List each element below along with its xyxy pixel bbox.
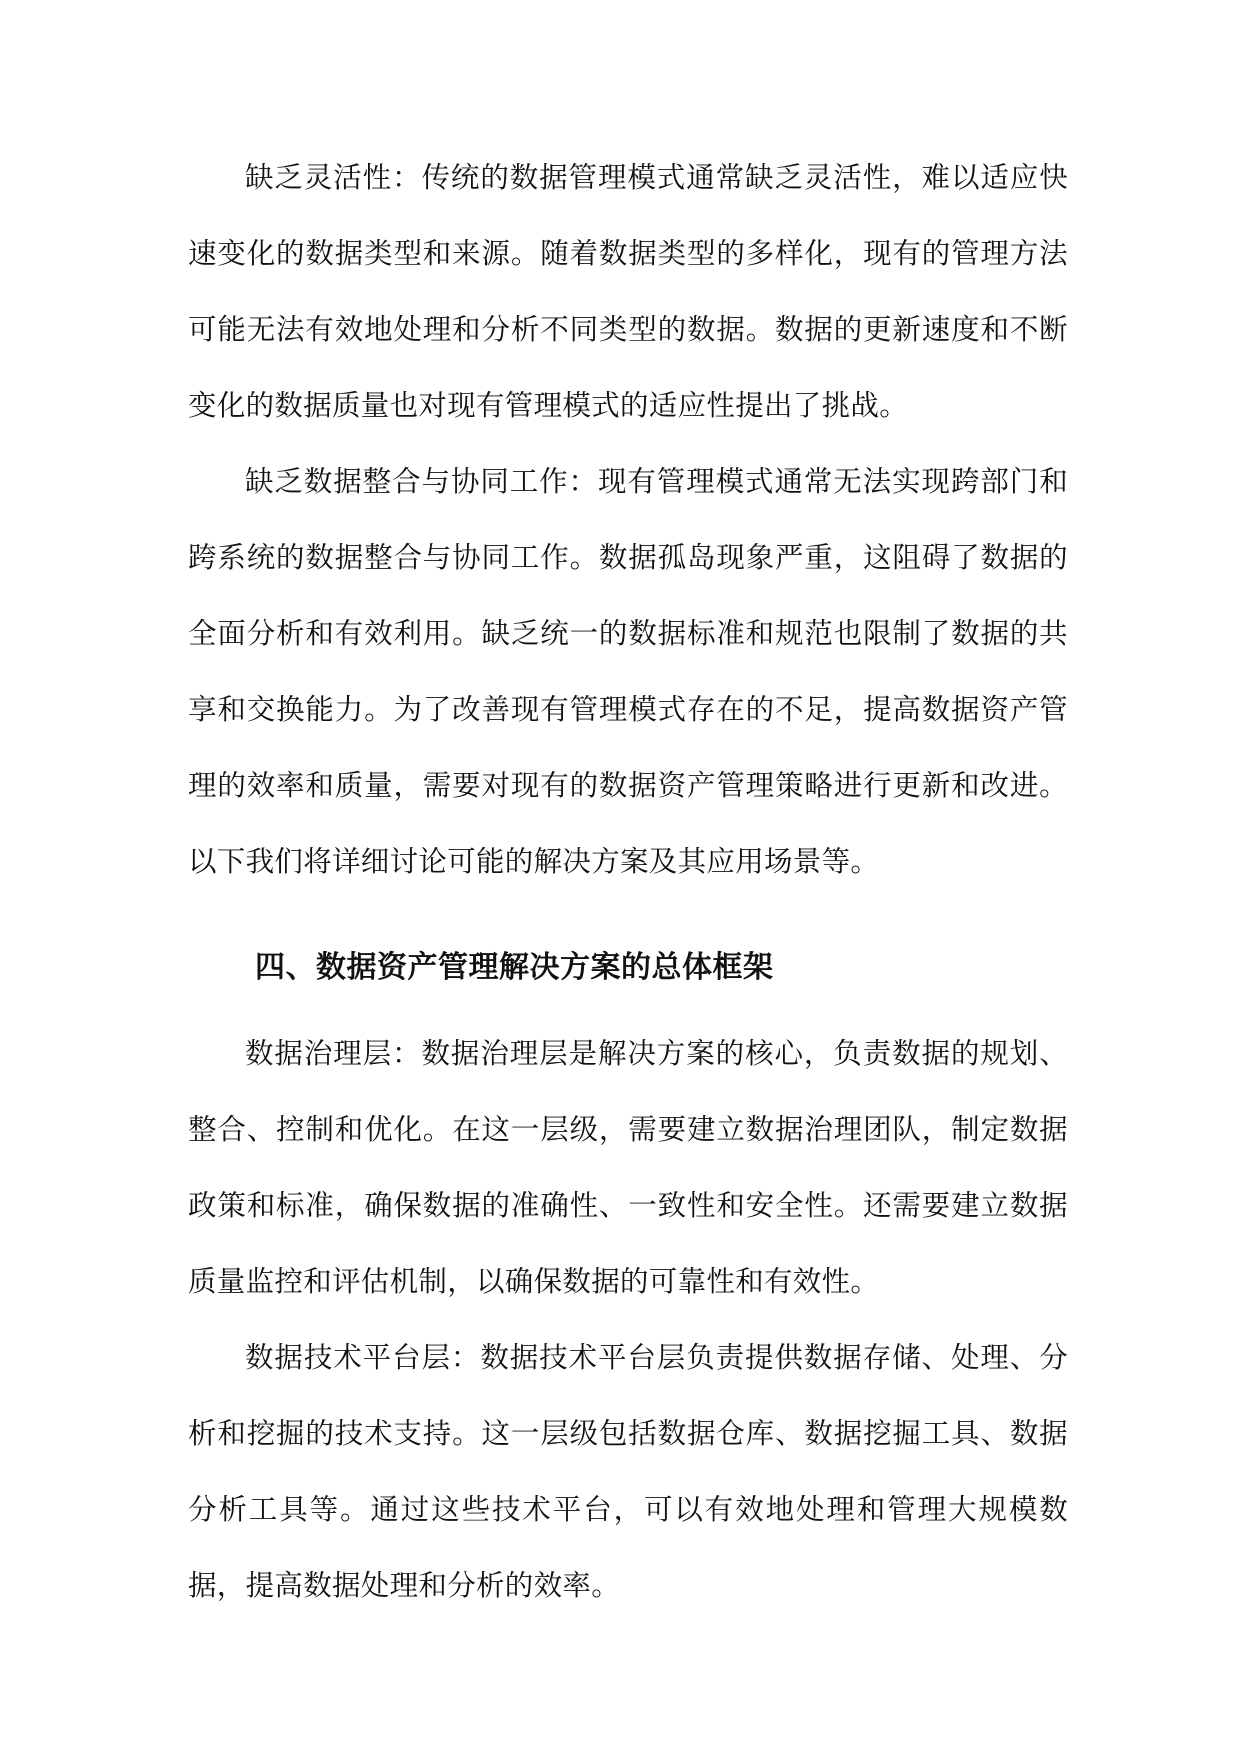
paragraph-governance-layer: 数据治理层：数据治理层是解决方案的核心，负责数据的规划、整合、控制和优化。在这一层级，需要建立数据治理团队，制定数据政策和标准，确保数据的准确性、一致性和安全性。还需要建立数据质量监控和评估机制，以确保数据的可靠性和有效性。 xyxy=(188,1037,1068,1298)
paragraph-flexibility: 缺乏灵活性：传统的数据管理模式通常缺乏灵活性，难以适应快速变化的数据类型和来源。随着数据类型的多样化，现有的管理方法可能无法有效地处理和分析不同类型的数据。数据的更新速度和不断变化的数据质量也对现有管理模式的适应性提出了挑战。 xyxy=(188,161,1068,422)
paragraph-tech-platform-layer: 数据技术平台层：数据技术平台层负责提供数据存储、处理、分析和挖掘的技术支持。这一层级包括数据仓库、数据挖掘工具、数据分析工具等。通过这些技术平台，可以有效地处理和管理大规模数据，提高数据处理和分析的效率。 xyxy=(188,1341,1068,1602)
section-heading: 四、数据资产管理解决方案的总体框架 xyxy=(255,950,774,985)
paragraph-integration: 缺乏数据整合与协同工作：现有管理模式通常无法实现跨部门和跨系统的数据整合与协同工作。数据孤岛现象严重，这阻碍了数据的全面分析和有效利用。缺乏统一的数据标准和规范也限制了数据的共享和交换能力。为了改善现有管理模式存在的不足，提高数据资产管理的效率和质量，需要对现有的数据资产管理策略进行更新和改进。以下我们将详细讨论可能的解决方案及其应用场景等。 xyxy=(188,465,1068,878)
document-body xyxy=(188,140,1068,1624)
